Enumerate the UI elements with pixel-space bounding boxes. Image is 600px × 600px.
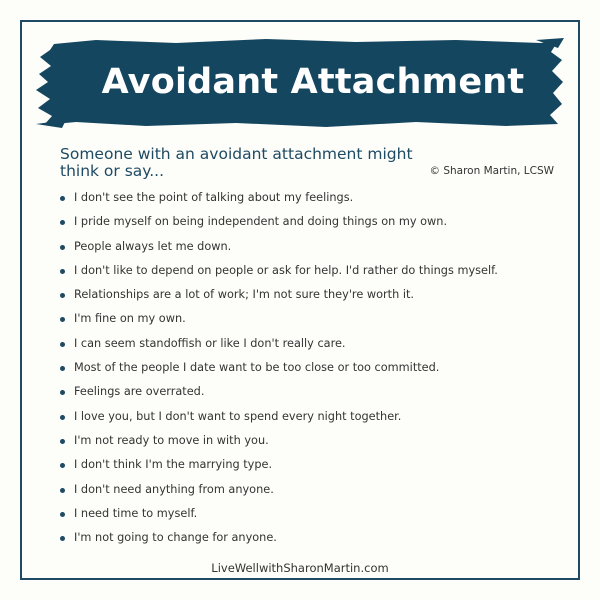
bullet-icon	[60, 390, 65, 395]
bullet-icon	[60, 342, 65, 347]
list-item	[58, 405, 558, 429]
copyright-credit: © Sharon Martin, LCSW	[429, 165, 554, 177]
list-item	[58, 210, 558, 234]
list-item	[58, 235, 558, 259]
list-item-text: I love you, but I don't want to spend every night together.	[74, 409, 402, 423]
list-item-text: People always let me down.	[74, 239, 232, 253]
bullet-icon	[60, 293, 65, 298]
bullet-icon	[60, 439, 65, 444]
bullet-icon	[60, 317, 65, 322]
list-item	[58, 332, 558, 356]
list-item	[58, 307, 558, 331]
list-item-text: I'm not going to change for anyone.	[74, 531, 277, 545]
bullet-icon	[60, 196, 65, 201]
list-item-text: I'm fine on my own.	[74, 312, 186, 326]
bullet-icon	[60, 245, 65, 250]
list-item	[58, 259, 558, 283]
list-item-text: I need time to myself.	[74, 506, 198, 520]
list-item-text: I can seem standoffish or like I don't really care.	[74, 336, 346, 350]
bullet-icon	[60, 488, 65, 493]
bullet-icon	[60, 366, 65, 371]
statement-list	[58, 186, 558, 550]
page-title: Avoidant Attachment	[101, 62, 525, 102]
list-item-text: Relationships are a lot of work; I'm not sure they're worth it.	[74, 288, 414, 302]
list-item-text: I don't need anything from anyone.	[74, 482, 274, 496]
list-item-text: I don't think I'm the marrying type.	[74, 458, 273, 472]
list-item-text: I pride myself on being independent and doing things on my own.	[74, 215, 448, 229]
subtitle: Someone with an avoidant attachment might think or say...	[60, 145, 413, 180]
list-item	[58, 502, 558, 526]
list-item-text: I don't see the point of talking about my feelings.	[74, 191, 354, 204]
list-item	[58, 283, 558, 307]
list-item-text: I'm not ready to move in with you.	[74, 433, 269, 447]
bullet-icon	[60, 220, 65, 225]
website-footer: LiveWellwithSharonMartin.com	[211, 561, 389, 575]
bullet-icon	[60, 415, 65, 420]
list-item	[58, 526, 558, 550]
list-item	[58, 453, 558, 477]
list-item-text: Feelings are overrated.	[74, 385, 205, 399]
title-banner	[36, 38, 564, 128]
list-item	[58, 429, 558, 453]
list-item	[58, 186, 558, 210]
list-item-text: I don't like to depend on people or ask for help. I'd rather do things myself.	[74, 263, 498, 277]
bullet-icon	[60, 512, 65, 517]
list-item-text: Most of the people I date want to be too close or too committed.	[74, 361, 440, 375]
bullet-icon	[60, 269, 65, 274]
bullet-icon	[60, 536, 65, 541]
bullet-icon	[60, 463, 65, 468]
list-item	[58, 356, 558, 380]
list-item	[58, 478, 558, 502]
list-item	[58, 380, 558, 404]
